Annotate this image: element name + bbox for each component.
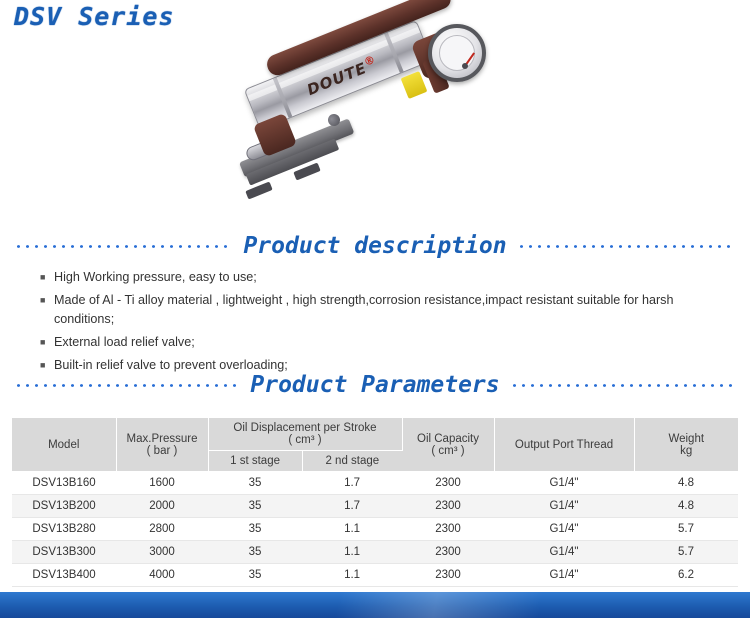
cell-thread: G1/4"	[494, 564, 634, 587]
bullet-square-icon: ■	[40, 337, 46, 347]
column-header-max-pressure-label: Max.Pressure	[126, 432, 198, 445]
cell-thread: G1/4"	[494, 495, 634, 518]
table-row	[12, 472, 738, 495]
column-header-stage1: 1 st stage	[208, 451, 302, 472]
cell-stage2: 1.1	[302, 564, 402, 587]
cell-oil-capacity: 2300	[402, 472, 494, 495]
section-header-parameters	[0, 368, 750, 402]
cell-weight: 6.2	[634, 564, 738, 587]
brand-name: DOUTE	[304, 58, 370, 100]
footer-bar	[0, 592, 750, 618]
cell-oil-capacity: 2300	[402, 564, 494, 587]
brand-registered-mark: ®	[362, 52, 378, 69]
cell-max-pressure: 1600	[116, 472, 208, 495]
cell-thread: G1/4"	[494, 541, 634, 564]
cell-max-pressure: 4000	[116, 564, 208, 587]
cell-max-pressure: 2000	[116, 495, 208, 518]
cell-stage1: 35	[208, 495, 302, 518]
dotted-rule-left	[14, 382, 240, 389]
dotted-rule-right	[510, 382, 736, 389]
cell-oil-capacity: 2300	[402, 495, 494, 518]
table-head	[12, 418, 738, 472]
cell-max-pressure: 2800	[116, 518, 208, 541]
list-item	[40, 268, 730, 287]
cell-stage2: 1.7	[302, 495, 402, 518]
column-header-stage2: 2 nd stage	[302, 451, 402, 472]
pressure-gauge	[428, 24, 486, 82]
cell-weight: 4.8	[634, 472, 738, 495]
table-row	[12, 564, 738, 587]
parameters-table-wrapper	[12, 418, 738, 587]
cell-model: DSV13B280	[12, 518, 116, 541]
table-row	[12, 518, 738, 541]
bullet-square-icon: ■	[40, 295, 46, 305]
column-header-oil-displacement-unit: ( cm³ )	[288, 434, 322, 446]
list-item	[40, 333, 730, 352]
cell-oil-capacity: 2300	[402, 518, 494, 541]
cell-stage1: 35	[208, 541, 302, 564]
list-item	[40, 291, 730, 329]
cell-stage1: 35	[208, 472, 302, 495]
column-header-oil-displacement	[208, 418, 402, 451]
cell-stage2: 1.1	[302, 541, 402, 564]
cell-max-pressure: 3000	[116, 541, 208, 564]
cell-model: DSV13B160	[12, 472, 116, 495]
column-header-weight	[634, 418, 738, 472]
cell-thread: G1/4"	[494, 472, 634, 495]
list-item-text: Made of Al - Ti alloy material , lightweight , high strength,corrosion resistance,impact resistant suitable for harsh conditions;	[54, 293, 674, 326]
column-header-output-port-thread: Output Port Thread	[494, 418, 634, 472]
cell-weight: 5.7	[634, 518, 738, 541]
table-row	[12, 495, 738, 518]
cell-model: DSV13B300	[12, 541, 116, 564]
list-item-text: High Working pressure, easy to use;	[54, 270, 257, 284]
cell-stage2: 1.1	[302, 518, 402, 541]
column-header-model: Model	[12, 418, 116, 472]
cell-stage1: 35	[208, 564, 302, 587]
list-item-text: External load relief valve;	[54, 335, 195, 349]
table-row	[12, 541, 738, 564]
gauge-face	[439, 35, 475, 71]
cell-weight: 5.7	[634, 541, 738, 564]
gauge-hub	[462, 63, 468, 69]
column-header-oil-capacity-label: Oil Capacity	[417, 432, 479, 445]
feature-list	[40, 268, 730, 379]
cylinder-ring	[384, 32, 403, 72]
section-header-description	[0, 229, 750, 263]
column-header-oil-capacity	[402, 418, 494, 472]
cell-stage2: 1.7	[302, 472, 402, 495]
bullet-square-icon: ■	[40, 272, 46, 282]
hydraulic-pump-illustration	[232, 22, 522, 227]
cell-oil-capacity: 2300	[402, 541, 494, 564]
column-header-oil-displacement-label: Oil Displacement per Stroke	[233, 422, 377, 434]
cell-weight: 4.8	[634, 495, 738, 518]
column-header-weight-label: Weight	[668, 432, 705, 445]
bullet-square-icon: ■	[40, 360, 46, 370]
list-item-text: Built-in relief valve to prevent overloading;	[54, 358, 288, 372]
cell-model: DSV13B200	[12, 495, 116, 518]
cell-thread: G1/4"	[494, 518, 634, 541]
dotted-rule-right	[517, 243, 736, 250]
column-header-max-pressure	[116, 418, 208, 472]
cell-model: DSV13B400	[12, 564, 116, 587]
cell-stage1: 35	[208, 518, 302, 541]
column-header-weight-unit: kg	[680, 444, 693, 457]
product-image	[0, 12, 750, 227]
table-header-row	[12, 418, 738, 451]
column-header-oil-capacity-unit: ( cm³ )	[431, 444, 465, 457]
page-title: DSV Series	[14, 2, 175, 31]
parameters-table	[12, 418, 738, 587]
section-title-description: Product description	[243, 233, 507, 259]
dotted-rule-left	[14, 243, 233, 250]
cylinder-ring	[273, 77, 292, 117]
section-title-parameters: Product Parameters	[250, 372, 500, 398]
table-body	[12, 472, 738, 587]
column-header-max-pressure-unit: ( bar )	[146, 444, 178, 457]
